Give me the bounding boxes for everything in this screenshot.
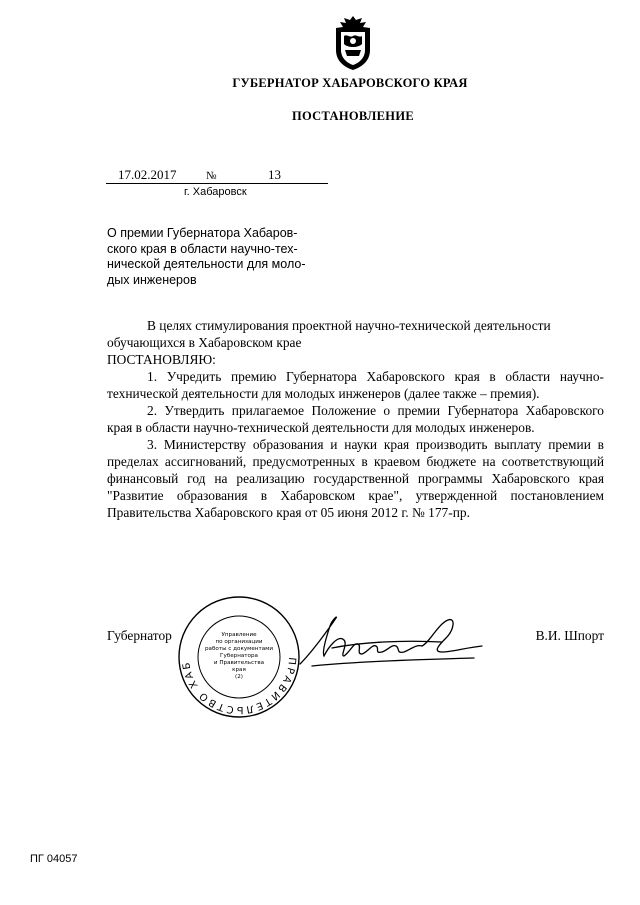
document-type-title: ПОСТАНОВЛЕНИЕ — [291, 109, 414, 123]
signatory-position: Губернатор — [107, 628, 172, 643]
preamble-line: обучающихся в Хабаровском крае — [107, 335, 302, 350]
subject-line: О премии Губернатора Хабаров- — [107, 226, 298, 240]
svg-text:Управление: Управление — [221, 632, 257, 638]
svg-text:работы с документами: работы с документами — [205, 646, 273, 652]
document-subject — [107, 226, 343, 288]
subject-line: нической деятельности для моло- — [107, 257, 306, 271]
authority-title: ГУБЕРНАТОР ХАБАРОВСКОГО КРАЯ — [232, 76, 468, 90]
signatory-name: В.И. Шпорт — [535, 628, 604, 643]
svg-text:по организации: по организации — [215, 639, 263, 645]
official-seal — [177, 592, 301, 722]
handwritten-signature — [292, 612, 488, 672]
decree-item: 2. Утвердить прилагаемое Положение о премии Губернатора Хабаровского края в области научно-технической деятельности для молодых инженеров. — [107, 403, 604, 435]
document-date: 17.02.2017 — [118, 167, 177, 182]
preamble-line: В целях стимулирования проектной научно-технической деятельности — [147, 318, 551, 333]
svg-text:края: края — [232, 667, 246, 673]
document-number: 13 — [268, 167, 281, 182]
svg-text:ПРАВИТЕЛЬСТВО ХАБАРОВСКОГО КРА: ПРАВИТЕЛЬСТВО ХАБ — [180, 656, 298, 716]
svg-text:(2): (2) — [235, 674, 243, 680]
svg-text:Губернатора: Губернатора — [220, 653, 258, 659]
document-code: ПГ 04057 — [30, 853, 78, 865]
number-sign: № — [206, 170, 217, 182]
city-label: г. Хабаровск — [184, 186, 247, 198]
decree-item: 1. Учредить премию Губернатора Хабаровского края в области научно-технической деятельности для молодых инженеров (далее также – премия). — [107, 369, 604, 401]
khabarovsk-coat-of-arms-icon — [330, 14, 376, 72]
subject-line: ского края в области научно-тех- — [107, 241, 298, 256]
svg-text:и Правительства: и Правительства — [213, 660, 265, 666]
decree-word: ПОСТАНОВЛЯЮ: — [107, 352, 216, 367]
document-body — [107, 317, 604, 521]
subject-line: дых инженеров — [107, 272, 197, 287]
decree-item: 3. Министерству образования и науки края производить выплату премии в пределах ассигнований, предусмотренных в краевом бюджете на соответствующий финансовый год на реализацию государственной программы Хабаровского края "Развитие образования в Хабаровском крае", утвержденной постановлением Правительства Хабаровского края от 05 июня 2012 г. № 177-пр. — [107, 437, 604, 520]
